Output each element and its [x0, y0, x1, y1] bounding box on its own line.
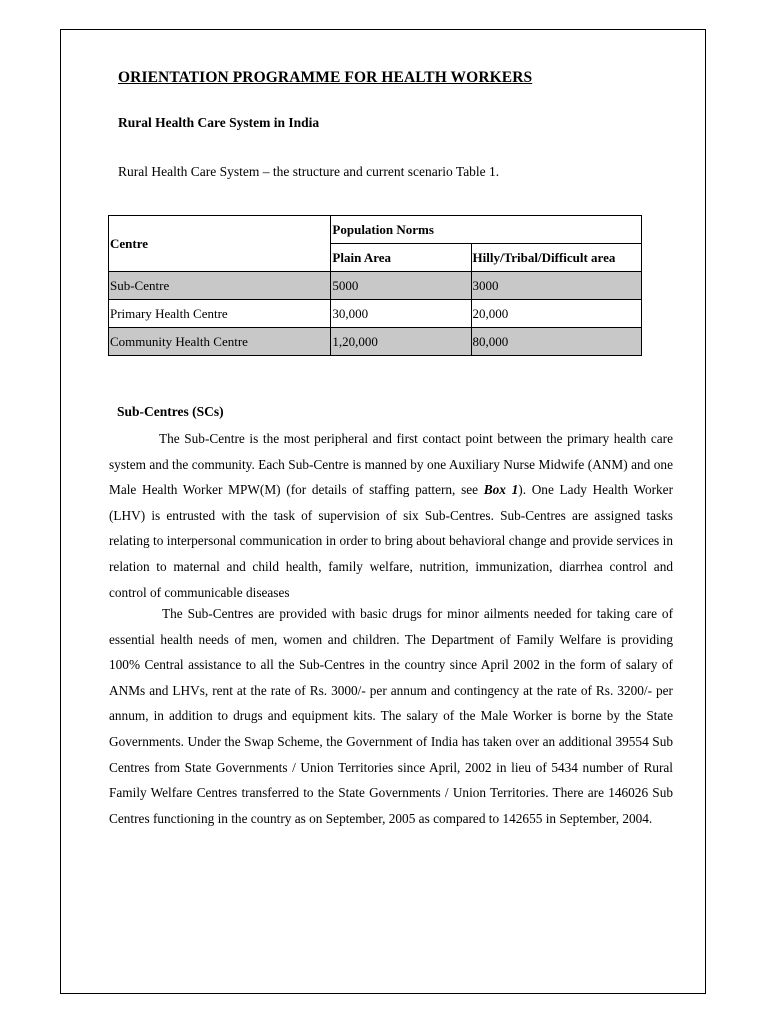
paragraph-2: The Sub-Centres are provided with basic drugs for minor ailments needed for taking care of essential health needs of men, women and children. The Department of Family Welfare is providing 100% Central assistance to all the Sub-Centres in the country since April 2002 in the form of salary of ANMs and LHVs, rent at the rate of Rs. 3000/- per annum and contingency at the rate of Rs. 3200/- per annum, in addition to drugs and equipment kits. The salary of the Male Worker is borne by the State Governments. Under the Swap Scheme, the Government of India has taken over an additional 39554 Sub Centres from State Governments / Union Territories since April, 2002 in lieu of 5434 number of Rural Family Welfare Centres transferred to the State Governments / Union Territories. There are 146026 Sub Centres functioning in the country as on September, 2005 as compared to 142655 in September, 2004.	[109, 606, 673, 826]
cell-centre: Primary Health Centre	[109, 300, 331, 328]
document-subtitle: Rural Health Care System in India	[118, 115, 320, 130]
cell-hilly: 80,000	[471, 328, 642, 356]
cell-centre: Sub-Centre	[109, 272, 331, 300]
table-row	[109, 272, 642, 300]
population-norms-table	[108, 215, 642, 356]
header-hilly-area: Hilly/Tribal/Difficult area	[471, 244, 642, 272]
paragraph-1-text-start: The Sub-Centre is the most peripheral and first contact point between the primary health care system and the community. Each Sub-Centre is manned by one Auxiliary Nurse Midwife (ANM) and one Male Health Worker MPW(M) (for details of staffing pattern, see	[109, 431, 673, 498]
paragraph-1	[109, 426, 673, 605]
cell-plain: 1,20,000	[331, 328, 471, 356]
cell-plain: 5000	[331, 272, 471, 300]
table-header-row	[109, 216, 642, 244]
cell-centre: Community Health Centre	[109, 328, 331, 356]
box-reference: Box 1	[483, 482, 519, 498]
intro-text: Rural Health Care System – the structure and current scenario Table 1.	[118, 164, 500, 179]
table-row	[109, 300, 642, 328]
table-row	[109, 328, 642, 356]
cell-hilly: 3000	[471, 272, 642, 300]
document-title: ORIENTATION PROGRAMME FOR HEALTH WORKERS	[118, 69, 533, 86]
header-population-norms: Population Norms	[331, 216, 642, 244]
paragraph-1-text-end: ). One Lady Health Worker (LHV) is entrusted with the task of supervision of six Sub-Centres. Sub-Centres are assigned tasks relating to interpersonal communication in order to bring about behavioral change and provide services in relation to maternal and child health, family welfare, nutrition, immunization, diarrhea control and control of communicable diseases	[109, 482, 674, 600]
cell-hilly: 20,000	[471, 300, 642, 328]
header-plain-area: Plain Area	[331, 244, 471, 272]
section-heading: Sub-Centres (SCs)	[117, 404, 224, 419]
cell-plain: 30,000	[331, 300, 471, 328]
header-centre: Centre	[109, 216, 331, 272]
